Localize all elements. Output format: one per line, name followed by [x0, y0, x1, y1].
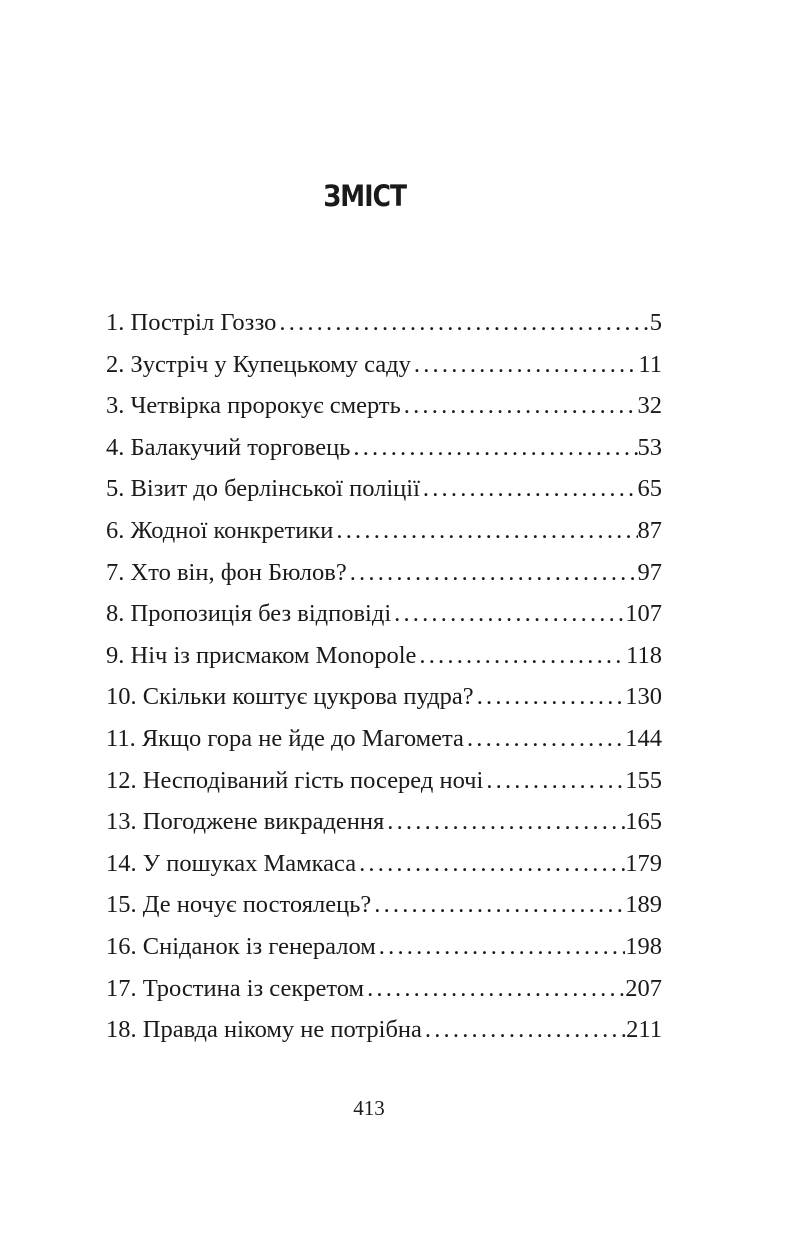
toc-entry-page: 198: [625, 932, 662, 960]
toc-leader-dots: [364, 968, 625, 1010]
toc-entry-title: 14. У пошуках Мамкаса: [106, 849, 357, 877]
page-title: ЗМІСТ: [323, 179, 407, 213]
toc-entry: [106, 1009, 662, 1051]
toc-entry-title: 1. Постріл Гоззо: [106, 309, 277, 336]
toc-entry-page: 107: [625, 600, 662, 628]
toc-entry-page: 65: [637, 475, 662, 503]
toc-leader-dots: [356, 843, 625, 885]
toc-leader-dots: [371, 884, 625, 926]
toc-entry-title: 12. Несподіваний гість посеред ночі: [106, 766, 484, 794]
page-number: 413: [353, 1096, 385, 1120]
toc-entry-page: 165: [625, 808, 662, 836]
toc-entry-title: 6. Жодної конкретики: [106, 516, 334, 544]
toc-entry-page: 155: [625, 766, 662, 794]
toc-entry: [106, 676, 662, 718]
toc-entry: [106, 344, 662, 386]
toc-leader-dots: [350, 427, 637, 469]
toc-entry-page: 32: [637, 392, 662, 420]
toc-entry: [106, 302, 662, 344]
toc-entry-page: 5: [649, 309, 662, 336]
toc-leader-dots: [483, 760, 625, 802]
toc-entry-title: 5. Візит до берлінської поліції: [106, 475, 420, 503]
toc-entry-title: 15. Де ночує постоялець?: [106, 891, 372, 919]
toc-entry-title: 8. Пропозиція без відповіді: [106, 600, 392, 628]
toc-entry-page: 97: [637, 558, 662, 586]
toc-entry: [106, 385, 662, 427]
toc-entry: [106, 884, 662, 926]
toc-leader-dots: [376, 926, 625, 968]
toc-leader-dots: [411, 344, 639, 386]
toc-entry: [106, 427, 662, 469]
toc-entry-page: 179: [625, 849, 662, 877]
toc-entry: [106, 635, 662, 677]
toc-leader-dots: [422, 1009, 626, 1051]
toc-entry: [106, 510, 662, 552]
toc-entry-page: 189: [625, 891, 662, 919]
toc-entry-title: 13. Погоджене викрадення: [106, 808, 385, 836]
table-of-contents: [106, 302, 662, 1051]
toc-entry: [106, 468, 662, 510]
toc-leader-dots: [474, 676, 626, 718]
toc-entry-title: 11. Якщо гора не йде до Магомета: [106, 724, 464, 752]
toc-entry: [106, 593, 662, 635]
toc-leader-dots: [464, 718, 625, 760]
toc-entry-title: 17. Тростина із секретом: [106, 974, 365, 1002]
toc-leader-dots: [384, 801, 625, 843]
toc-entry-title: 16. Сніданок із генералом: [106, 932, 376, 960]
toc-leader-dots: [347, 552, 638, 594]
toc-leader-dots: [276, 302, 649, 344]
toc-entry-title: 3. Четвірка пророкує смерть: [106, 392, 401, 420]
toc-entry: [106, 718, 662, 760]
toc-entry: [106, 968, 662, 1010]
toc-leader-dots: [391, 593, 625, 635]
toc-entry-page: 144: [625, 724, 662, 752]
toc-entry-title: 7. Хто він, фон Бюлов?: [106, 558, 347, 586]
toc-entry-page: 87: [637, 516, 662, 544]
toc-entry-title: 10. Скільки коштує цукрова пудра?: [106, 683, 474, 711]
toc-entry: [106, 760, 662, 802]
toc-entry: [106, 801, 662, 843]
toc-leader-dots: [416, 635, 626, 677]
toc-entry-page: 207: [625, 974, 662, 1002]
toc-entry-page: 130: [625, 683, 662, 711]
toc-entry-title: 9. Ніч із присмаком Monopole: [106, 641, 417, 669]
toc-leader-dots: [401, 385, 638, 427]
toc-entry: [106, 926, 662, 968]
toc-entry-page: 11: [638, 350, 662, 378]
toc-leader-dots: [333, 510, 637, 552]
toc-entry-page: 118: [626, 641, 662, 669]
toc-entry-page: 211: [626, 1016, 662, 1044]
toc-entry: [106, 552, 662, 594]
toc-entry: [106, 843, 662, 885]
toc-entry-title: 4. Балакучий торговець: [106, 433, 351, 461]
toc-entry-page: 53: [637, 433, 662, 461]
toc-leader-dots: [420, 468, 638, 510]
toc-entry-title: 18. Правда нікому не потрібна: [106, 1016, 422, 1044]
toc-entry-title: 2. Зустріч у Купецькому саду: [106, 350, 411, 378]
